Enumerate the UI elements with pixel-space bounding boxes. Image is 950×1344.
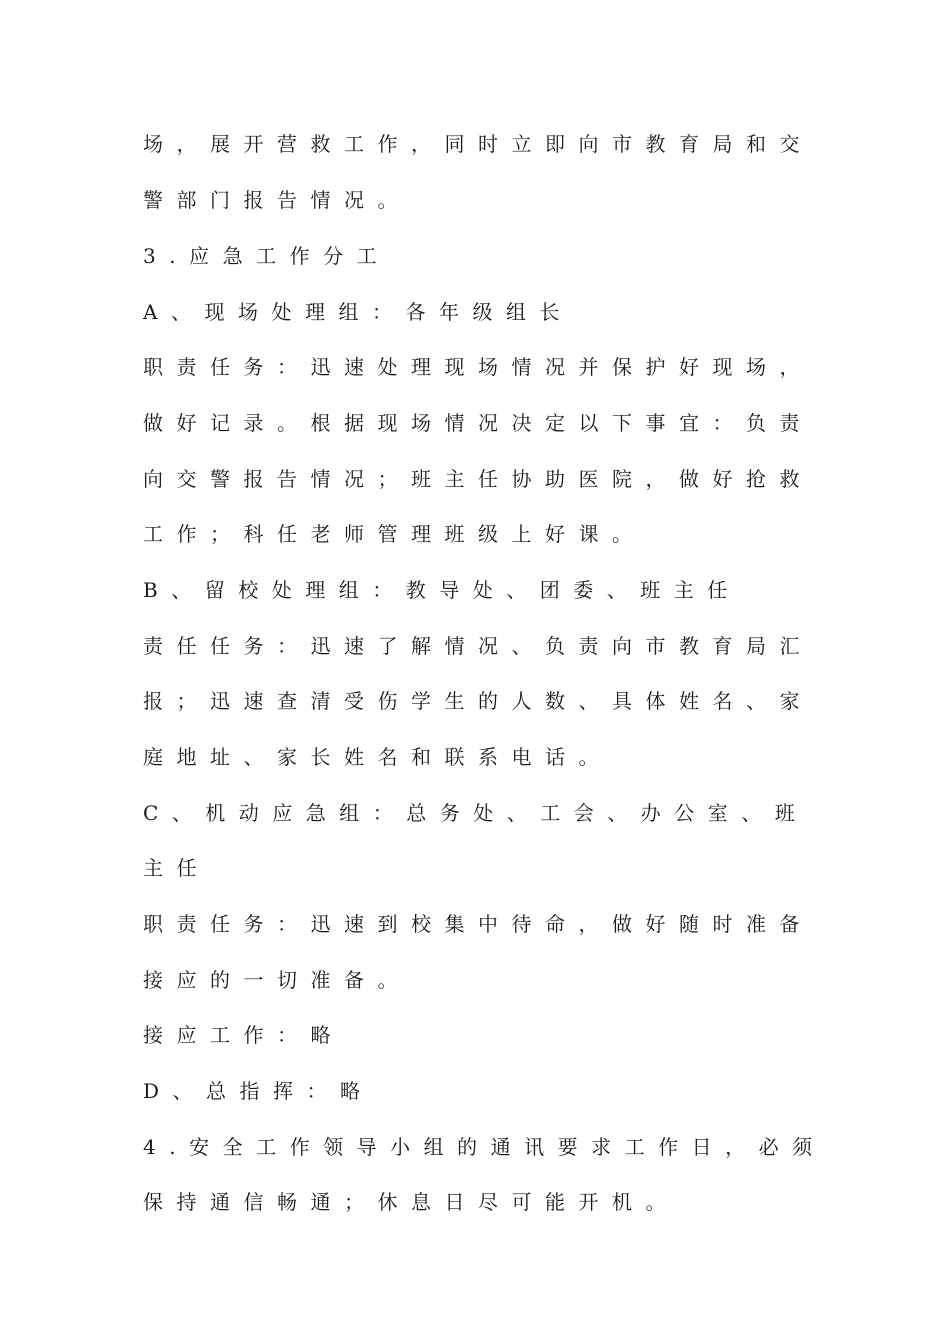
group-heading: D、总指挥：略 — [143, 1079, 374, 1103]
text-line: 向交警报告情况；班主任协助医院，做好抢救 — [143, 467, 813, 491]
section-heading: 3.应急工作分工 — [143, 244, 391, 268]
group-heading: B、留校处理组：教导处、团委、班主任 — [143, 578, 741, 602]
text-line: 警部门报告情况。 — [143, 188, 411, 212]
text-line: 接应的一切准备。 — [143, 968, 411, 992]
text-line: 场，展开营救工作，同时立即向市教育局和交 — [143, 132, 813, 156]
text-line: 责任任务：迅速了解情况、负责向市教育局汇 — [143, 634, 813, 658]
group-heading: C、机动应急组：总务处、工会、办公室、班 — [143, 801, 809, 825]
group-heading: A、现场处理组：各年级组长 — [143, 300, 573, 324]
text-line: 职责任务：迅速处理现场情况并保护好现场， — [143, 355, 813, 379]
text-line: 做好记录。根据现场情况决定以下事宜：负责 — [143, 411, 813, 435]
section-heading: 4.安全工作领导小组的通讯要求工作日，必须 — [143, 1135, 826, 1159]
text-line: 保持通信畅通；休息日尽可能开机。 — [143, 1190, 679, 1214]
text-line: 庭地址、家长姓名和联系电话。 — [143, 745, 612, 769]
text-line: 职责任务：迅速到校集中待命，做好随时准备 — [143, 912, 813, 936]
text-line: 主任 — [143, 856, 210, 880]
text-line: 工作；科任老师管理班级上好课。 — [143, 522, 646, 546]
text-line: 报；迅速查清受伤学生的人数、具体姓名、家 — [143, 689, 813, 713]
text-line: 接应工作：略 — [143, 1023, 344, 1047]
